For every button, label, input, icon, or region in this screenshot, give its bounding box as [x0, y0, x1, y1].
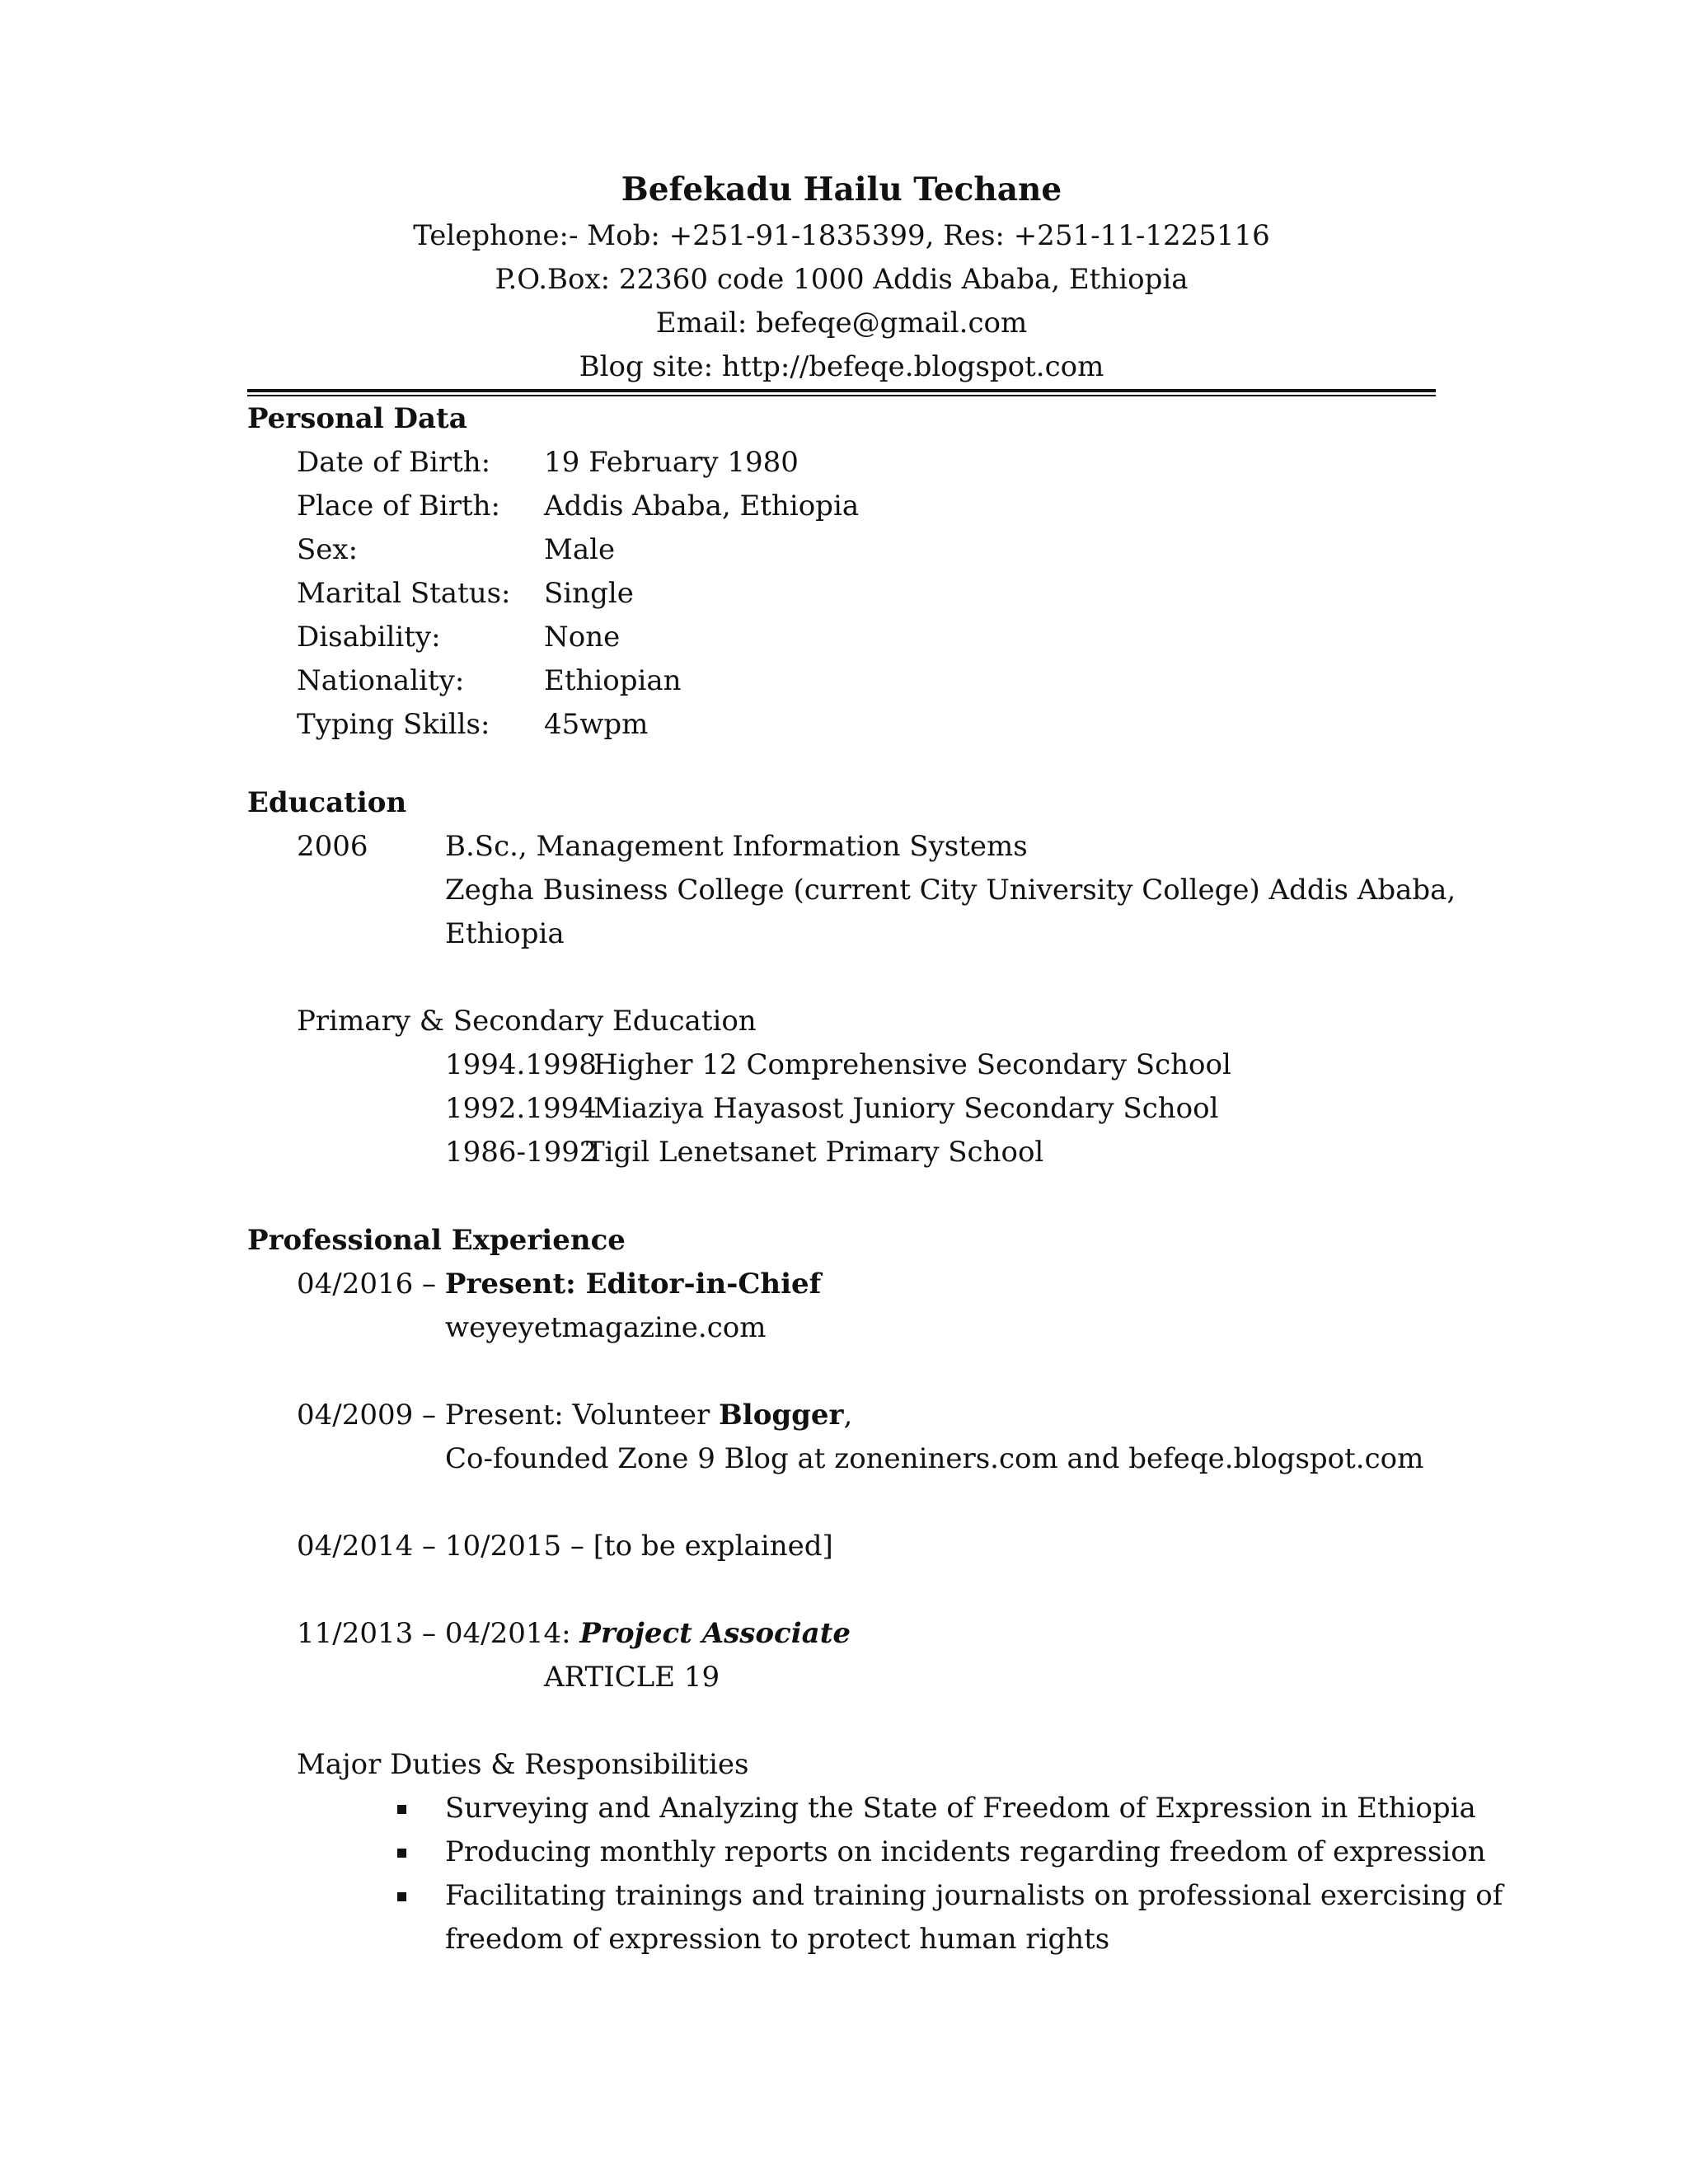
primary-secondary-title: Primary & Secondary Education: [297, 1005, 757, 1038]
personal-value: None: [544, 621, 621, 654]
school-name: Miaziya Hayasost Juniory Secondary School: [593, 1092, 1219, 1125]
personal-value: Single: [544, 577, 634, 610]
pobox-line: P.O.Box: 22360 code 1000 Addis Ababa, Ethiopia: [495, 263, 1189, 296]
personal-label: Sex:: [297, 533, 359, 566]
personal-label: Nationality:: [297, 664, 465, 697]
education-year: 2006: [297, 830, 368, 863]
personal-label: Date of Birth:: [297, 446, 491, 479]
personal-value: 19 February 1980: [544, 446, 799, 479]
job-title: Blogger: [719, 1399, 844, 1432]
personal-value: 45wpm: [544, 708, 649, 741]
job-description: Co-founded Zone 9 Blog at zoneniners.com and befeqe.blogspot.com: [445, 1442, 1424, 1475]
duty-item-cont: freedom of expression to protect human rights: [445, 1923, 1110, 1956]
email-line: Email: befeqe@gmail.com: [655, 307, 1028, 340]
education-college-cont: Ethiopia: [445, 917, 565, 950]
telephone-line: Telephone:- Mob: +251-91-1835399, Res: +251-11-1225116: [413, 219, 1270, 252]
education-college: Zegha Business College (current City University College) Addis Ababa,: [445, 874, 1456, 907]
personal-label: Typing Skills:: [297, 708, 490, 741]
personal-label: Marital Status:: [297, 577, 511, 610]
school-years: 1992.1994: [445, 1092, 597, 1125]
section-title-experience: Professional Experience: [247, 1224, 626, 1257]
school-name: Tigil Lenetsanet Primary School: [586, 1136, 1044, 1169]
personal-value: Male: [544, 533, 616, 566]
job-entry-gap: 04/2014 – 10/2015 – [to be explained]: [297, 1530, 833, 1563]
personal-label: Disability:: [297, 621, 441, 654]
education-degree: B.Sc., Management Information Systems: [445, 830, 1028, 863]
section-title-personal: Personal Data: [247, 402, 467, 435]
header-double-rule: [247, 389, 1436, 396]
bullet-square-icon: [397, 1805, 406, 1814]
job-dates: 11/2013 – 04/2014:: [297, 1617, 580, 1650]
school-name: Higher 12 Comprehensive Secondary School: [593, 1048, 1231, 1081]
job-entry-blogger: [297, 1394, 852, 1437]
section-title-education: Education: [247, 786, 407, 819]
job-title-comma: ,: [843, 1399, 853, 1432]
job-organization: weyeyetmagazine.com: [445, 1311, 767, 1344]
school-years: 1994.1998: [445, 1048, 597, 1081]
blog-line: Blog site: http://befeqe.blogspot.com: [579, 350, 1104, 383]
job-dates: 04/2009 – Present: Volunteer: [297, 1399, 720, 1432]
bullet-square-icon: [397, 1849, 406, 1858]
duty-item: Producing monthly reports on incidents regarding freedom of expression: [445, 1835, 1486, 1868]
job-organization: ARTICLE 19: [544, 1661, 720, 1694]
job-title: Project Associate: [579, 1617, 851, 1650]
bullet-square-icon: [397, 1892, 406, 1901]
job-entry-editor: [297, 1263, 821, 1306]
job-dates: 04/2016 –: [297, 1268, 445, 1301]
school-years: 1986-1992: [445, 1136, 598, 1169]
duties-title: Major Duties & Responsibilities: [297, 1748, 749, 1781]
personal-value: Addis Ababa, Ethiopia: [544, 490, 860, 523]
candidate-name: Befekadu Hailu Techane: [621, 171, 1062, 209]
personal-value: Ethiopian: [544, 664, 682, 697]
resume-header: [247, 165, 1436, 389]
job-title: Present: Editor-in-Chief: [444, 1268, 822, 1301]
personal-label: Place of Birth:: [297, 490, 500, 523]
job-entry-project-associate: [297, 1612, 851, 1656]
duty-item: Surveying and Analyzing the State of Freedom of Expression in Ethiopia: [445, 1792, 1476, 1825]
duty-item: Facilitating trainings and training journalists on professional exercising of: [445, 1879, 1503, 1912]
